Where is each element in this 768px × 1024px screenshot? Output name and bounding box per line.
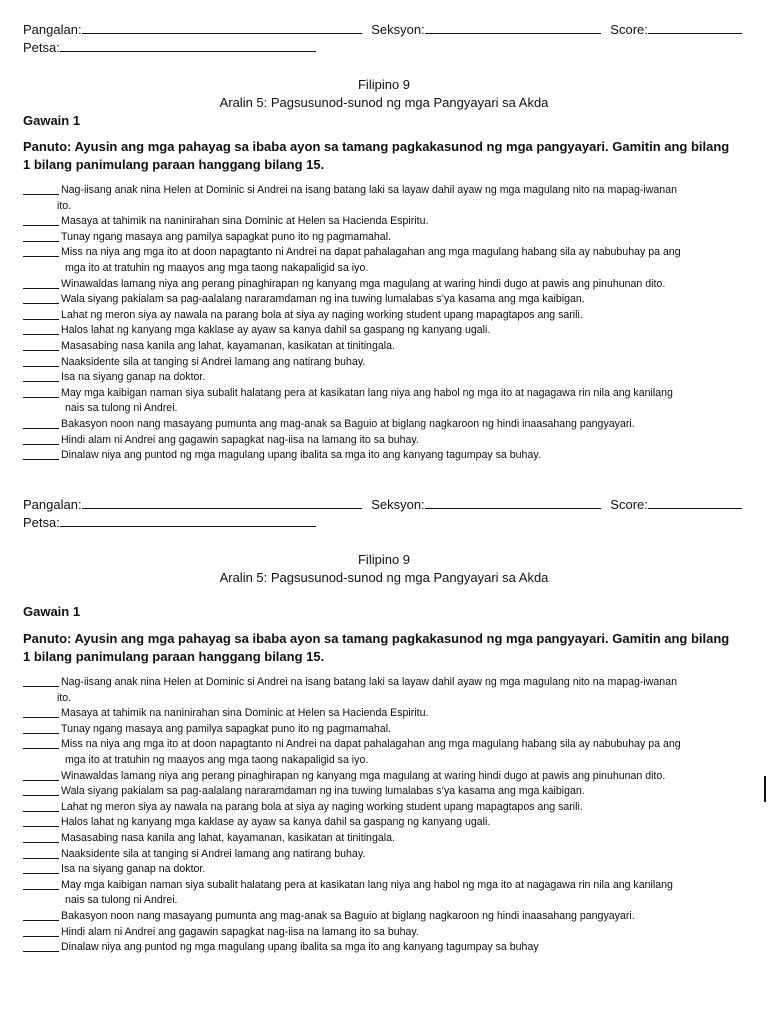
item-text: Hindi alam ni Andrei ang gagawin sapagkat nag-iisa na lamang ito sa buhay. <box>61 925 419 938</box>
date-label: Petsa: <box>23 515 60 530</box>
score-label: Score: <box>610 497 648 512</box>
item-text: Nag-iisang anak nina Helen at Dominic si Andrei na isang batang laki sa layaw dahil ayaw ng mga magulang nito na mapag-iwanan <box>61 184 677 196</box>
list-item <box>23 214 743 230</box>
lesson-title: Aralin 5: Pagsusunod-sunod ng mga Pangyayari sa Akda <box>219 95 549 110</box>
list-item <box>23 909 743 925</box>
subject-title: Filipino 9 <box>357 552 411 567</box>
item-text: Miss na niya ang mga ito at doon napagtanto ni Andrei na dapat pahalagahan ang mga magulang habang sila ay nabubuhay pa ang <box>61 246 681 259</box>
list-item <box>23 292 743 308</box>
item-text-cont: ito. <box>57 691 72 704</box>
item-text: Nag-iisang anak nina Helen at Dominic si Andrei na isang batang laki sa layaw dahil ayaw ng mga magulang nito na mapag-iwanan <box>61 676 677 688</box>
section-label: Seksyon: <box>371 497 425 512</box>
section-label: Seksyon: <box>371 22 425 37</box>
answer-blank <box>23 858 59 859</box>
date-row <box>23 40 322 56</box>
answer-blank <box>23 319 59 320</box>
item-text: Dinalaw niya ang puntod ng mga magulang upang ibalita sa mga ito ang kanyang tagumpay sa buhay. <box>61 449 541 462</box>
answer-blank <box>23 225 59 226</box>
answer-blank <box>23 780 59 781</box>
item-text-cont: mga ito at tratuhin ng maayos ang mga taong nakapaligid sa iyo. <box>65 261 369 274</box>
directions: Panuto: Ayusin ang mga pahayag sa ibaba ayon sa tamang pagkakasunod ng mga pangyayari. Gamitin ang bilang 1 bilang panimulang paraan hanggang bilang 15. <box>23 139 730 172</box>
list-item <box>23 433 743 449</box>
list-item <box>23 769 743 785</box>
item-text: Halos lahat ng kanyang mga kaklase ay ayaw sa kanya dahil sa gaspang ng kanyang ugali. <box>61 324 491 337</box>
subject-title: Filipino 9 <box>357 77 411 92</box>
date-label: Petsa: <box>23 40 60 55</box>
item-text: Halos lahat ng kanyang mga kaklase ay ayaw sa kanya dahil sa gaspang ng kanyang ugali. <box>61 816 491 829</box>
list-item <box>23 230 743 246</box>
list-item <box>23 706 743 722</box>
answer-blank <box>23 842 59 843</box>
item-text: Masasabing nasa kanila ang lahat, kayamanan, kasikatan at tinitingala. <box>61 339 395 352</box>
score-label: Score: <box>610 22 648 37</box>
list-item <box>23 183 743 214</box>
date-blank <box>60 515 316 527</box>
list-item <box>23 784 743 800</box>
item-text: Naaksidente sila at tanging si Andrei lamang ang natirang buhay. <box>61 847 366 860</box>
list-item <box>23 675 743 706</box>
item-text: Lahat ng meron siya ay nawala na parang bola at siya ay naging working student upang mapagtapos ang sarili. <box>61 800 583 813</box>
answer-blank <box>23 288 59 289</box>
answer-blank <box>23 811 59 812</box>
list-item <box>23 355 743 371</box>
name-label: Pangalan: <box>23 22 82 37</box>
answer-blank <box>23 459 59 460</box>
item-text: Dinalaw niya ang puntod ng mga magulang upang ibalita sa mga ito ang kanyang tagumpay sa buhay <box>61 941 539 954</box>
answer-blank <box>23 936 59 937</box>
list-item <box>23 878 743 909</box>
list-item <box>23 370 743 386</box>
answer-blank <box>23 397 59 398</box>
answer-blank <box>23 717 59 718</box>
name-blank <box>82 497 362 509</box>
item-text: Wala siyang pakialam sa pag-aalalang nararamdaman ng ina tuwing lumalabas s’ya kasama ang mga kaibigan. <box>61 293 585 306</box>
answer-blank <box>23 873 59 874</box>
score-blank <box>648 497 742 509</box>
activity-title: Gawain 1 <box>23 604 81 619</box>
item-text: Masasabing nasa kanila ang lahat, kayamanan, kasikatan at tinitingala. <box>61 831 395 844</box>
item-text-cont: ito. <box>57 199 72 212</box>
list-item <box>23 323 743 339</box>
directions: Panuto: Ayusin ang mga pahayag sa ibaba ayon sa tamang pagkakasunod ng mga pangyayari. Gamitin ang bilang 1 bilang panimulang paraan hanggang bilang 15. <box>23 631 730 664</box>
answer-blank <box>23 303 59 304</box>
answer-blank <box>23 920 59 921</box>
item-list <box>23 675 743 956</box>
answer-blank <box>23 381 59 382</box>
answer-blank <box>23 748 59 749</box>
name-blank <box>82 22 362 34</box>
list-item <box>23 737 743 768</box>
answer-blank <box>23 194 59 195</box>
date-blank <box>60 40 316 52</box>
list-item <box>23 831 743 847</box>
list-item <box>23 339 743 355</box>
list-item <box>23 925 743 941</box>
answer-blank <box>23 241 59 242</box>
item-text: Bakasyon noon nang masayang pumunta ang mag-anak sa Baguio at biglang nagkaroon ng hindi inaasahang pangyayari. <box>61 417 635 430</box>
item-text: Bakasyon noon nang masayang pumunta ang mag-anak sa Baguio at biglang nagkaroon ng hindi inaasahang pangyayari. <box>61 909 635 922</box>
activity-title: Gawain 1 <box>23 113 81 128</box>
date-row <box>23 515 322 531</box>
list-item <box>23 308 743 324</box>
item-text: Tunay ngang masaya ang pamilya sapagkat puno ito ng pagmamahal. <box>61 722 391 735</box>
item-text: Miss na niya ang mga ito at doon napagtanto ni Andrei na dapat pahalagahan ang mga magulang habang sila ay nabubuhay pa ang <box>61 738 681 751</box>
list-item <box>23 862 743 878</box>
answer-blank <box>23 444 59 445</box>
answer-blank <box>23 256 59 257</box>
score-blank <box>648 22 742 34</box>
answer-blank <box>23 826 59 827</box>
item-text: Naaksidente sila at tanging si Andrei lamang ang natirang buhay. <box>61 355 366 368</box>
answer-blank <box>23 795 59 796</box>
answer-blank <box>23 428 59 429</box>
page-edge-mark <box>764 776 766 802</box>
list-item <box>23 847 743 863</box>
item-text: Masaya at tahimik na naninirahan sina Dominic at Helen sa Hacienda Espiritu. <box>61 215 429 228</box>
list-item <box>23 722 743 738</box>
answer-blank <box>23 350 59 351</box>
section-blank <box>425 22 601 34</box>
list-item <box>23 448 743 464</box>
lesson-title: Aralin 5: Pagsusunod-sunod ng mga Pangyayari sa Akda <box>219 570 549 585</box>
item-text-cont: mga ito at tratuhin ng maayos ang mga taong nakapaligid sa iyo. <box>65 753 369 766</box>
item-text: May mga kaibigan naman siya subalit halatang pera at kasikatan lang niya ang habol ng mga ito at nagagawa rin nila ang kanilang <box>61 878 673 891</box>
answer-blank <box>23 366 59 367</box>
item-text: May mga kaibigan naman siya subalit halatang pera at kasikatan lang niya ang habol ng mga ito at nagagawa rin nila ang kanilang <box>61 386 673 399</box>
list-item <box>23 815 743 831</box>
item-text: Hindi alam ni Andrei ang gagawin sapagkat nag-iisa na lamang ito sa buhay. <box>61 433 419 446</box>
item-text: Tunay ngang masaya ang pamilya sapagkat puno ito ng pagmamahal. <box>61 230 391 243</box>
item-text: Winawaldas lamang niya ang perang pinaghirapan ng kanyang mga magulang at waring hindi dugo at pawis ang pinuhunan dito. <box>61 769 666 782</box>
header-row <box>23 497 742 513</box>
list-item <box>23 277 743 293</box>
list-item <box>23 940 743 956</box>
name-label: Pangalan: <box>23 497 82 512</box>
item-text: Isa na siyang ganap na doktor. <box>61 863 206 876</box>
item-list <box>23 183 743 464</box>
header-row <box>23 22 742 38</box>
answer-blank <box>23 686 59 687</box>
item-text: Masaya at tahimik na naninirahan sina Dominic at Helen sa Hacienda Espiritu. <box>61 707 429 720</box>
item-text-cont: nais sa tulong ni Andrei. <box>65 402 178 415</box>
answer-blank <box>23 733 59 734</box>
list-item <box>23 386 743 417</box>
answer-blank <box>23 334 59 335</box>
item-text: Isa na siyang ganap na doktor. <box>61 371 206 384</box>
answer-blank <box>23 951 59 952</box>
item-text: Wala siyang pakialam sa pag-aalalang nararamdaman ng ina tuwing lumalabas s’ya kasama ang mga kaibigan. <box>61 785 585 798</box>
list-item <box>23 417 743 433</box>
item-text-cont: nais sa tulong ni Andrei. <box>65 894 178 907</box>
list-item <box>23 245 743 276</box>
item-text: Lahat ng meron siya ay nawala na parang bola at siya ay naging working student upang mapagtapos ang sarili. <box>61 308 583 321</box>
section-blank <box>425 497 601 509</box>
answer-blank <box>23 889 59 890</box>
item-text: Winawaldas lamang niya ang perang pinaghirapan ng kanyang mga magulang at waring hindi dugo at pawis ang pinuhunan dito. <box>61 277 666 290</box>
list-item <box>23 800 743 816</box>
